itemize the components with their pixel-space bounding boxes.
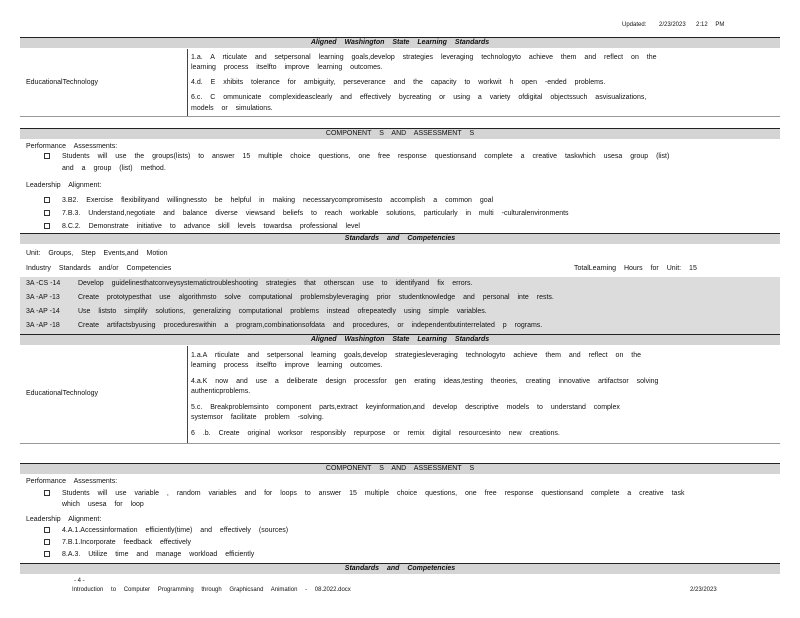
performance-item-cont: and a group (list) method. — [62, 165, 166, 172]
standard-line: learning process itselfto improve learning outcomes. — [191, 64, 383, 71]
section4-left-label: EducationalTechnology — [26, 390, 98, 397]
leadership-item: 4.A.1.Accessinformation efficiently(time) and effectively (sources) — [44, 527, 288, 534]
section1-bottom-rule — [20, 116, 780, 117]
performance-label: Performance Assessments: — [26, 143, 118, 150]
section1-left-label: EducationalTechnology — [26, 79, 98, 86]
updated-label: Updated: — [622, 22, 647, 28]
section2-header-bar: COMPONENT S AND ASSESSMENT S — [20, 129, 780, 139]
standard-line: authenticproblems. — [191, 388, 251, 395]
bullet-icon — [44, 551, 50, 557]
table-row — [26, 280, 472, 287]
standard-line: models or simulations. — [191, 105, 273, 112]
bullet-icon — [44, 210, 50, 216]
updated-time: 2:12 PM — [696, 22, 725, 28]
section1-header-bar: Aligned Washington State Learning Standards — [20, 38, 780, 48]
standard-text: Use liststo simplify solutions, generalizing computational problems instead ofrepeatedly using simple variables. — [77, 308, 487, 315]
table-row — [26, 308, 487, 315]
updated-date: 2/23/2023 — [659, 22, 686, 28]
standard-code: 3A -AP -14 — [26, 308, 60, 315]
bullet-icon — [44, 153, 50, 159]
bullet-icon — [44, 223, 50, 229]
unit-line: Unit: Groups, Step Events,and Motion — [26, 250, 168, 257]
section6-header-bar: Standards and Competencies — [20, 564, 780, 574]
standard-line: systemsor facilitate problem -solving. — [191, 414, 324, 421]
standard-line: 1.a.A rticulate and setpersonal learning goals,develop strategiesleveraging technologyto achieve them and reflect on the — [191, 352, 642, 359]
section5-header-bar: COMPONENT S AND ASSESSMENT S — [20, 464, 780, 474]
standard-line: 6 .b. Create original worksor responsibly repurpose or remix digital resourcesinto new creations. — [191, 430, 560, 437]
bullet-icon — [44, 197, 50, 203]
standard-text: Create prototypesthat use algorithmsto solve computational problemsbyleveraging prior studentknowledge and personal inte rests. — [77, 294, 554, 301]
leadership-item: 8.A.3. Utilize time and manage workload efficiently — [44, 551, 254, 558]
leadership-item: 7.B.3. Understand,negotiate and balance diverse viewsand beliefs to reach workable solutions, particularly in multi -culturalenvironments — [44, 210, 569, 217]
performance-item: Students will use the groups(lists) to answer 15 multiple choice questions, one free response questionsand complete a creative taskwhich usesa group (list) — [44, 153, 669, 160]
section4-bottom-rule — [20, 443, 780, 444]
standard-code: 3A -AP -13 — [26, 294, 60, 301]
bullet-icon — [44, 539, 50, 545]
total-hours-label: TotalLearning Hours for Unit: 15 — [574, 265, 697, 272]
standard-line: 4.d. E xhibits tolerance for ambiguity, perseverance and the capacity to workwit h open -ended problems. — [191, 79, 606, 86]
standard-line: 1.a. A rticulate and setpersonal learning goals,develop strategies leveraging technologyto achieve them and reflect on the — [191, 54, 657, 61]
table-row — [26, 322, 542, 329]
standard-line: 4.a.K now and use a deliberate design processfor gen erating ideas,testing theories, creating innovative artifactsor solving — [191, 378, 659, 385]
footer-date: 2/23/2023 — [690, 587, 717, 593]
standard-line: 6.c. C ommunicate complexideasclearly and effectively bycreating or using a variety ofdigital objectssuch asvisualizations, — [191, 94, 647, 101]
standard-line: learning process itselfto improve learning outcomes. — [191, 362, 383, 369]
standard-line: 5.c. Breakproblemsinto component parts,extract keyinformation,and develop descriptive models to understand complex — [191, 404, 620, 411]
bullet-icon — [44, 527, 50, 533]
leadership-label: Leadership Alignment: — [26, 182, 102, 189]
standard-code: 3A -AP -18 — [26, 322, 60, 329]
table-row — [26, 294, 554, 301]
section4-header-bar: Aligned Washington State Learning Standards — [20, 335, 780, 345]
leadership-item: 8.C.2. Demonstrate initiative to advance skill levels towardsa professional level — [44, 223, 360, 230]
industry-label: Industry Standards and/or Competencies — [26, 265, 172, 272]
footer-page-number: - 4 - — [74, 578, 85, 584]
performance-label: Performance Assessments: — [26, 478, 118, 485]
bullet-icon — [44, 490, 50, 496]
section3-header-bar: Standards and Competencies — [20, 234, 780, 244]
standard-text: Create artifactsbyusing procedureswithin a program,combinationsofdata and procedures, or independentbutinterrelated p rograms. — [77, 322, 543, 329]
footer-doc-name: Introduction to Computer Programming through Graphicsand Animation - 08.2022.docx — [72, 587, 351, 593]
standard-text: Develop guidelinesthatconveysystematictroubleshooting strategies that otherscan use to identifyand fix errors. — [77, 280, 473, 287]
leadership-label: Leadership Alignment: — [26, 516, 102, 523]
performance-item: Students will use variable , random variables and for loops to answer 15 multiple choice questions, one free response questionsand complete a creative task — [44, 490, 684, 497]
leadership-item: 7.B.1.Incorporate feedback effectively — [44, 539, 191, 546]
leadership-item: 3.B2. Exercise flexibilityand willingnessto be helpful in making necessarycompromisesto accomplish a common goal — [44, 197, 493, 204]
section4-divider — [187, 346, 188, 443]
standard-code: 3A -CS -14 — [26, 280, 61, 287]
section1-divider — [187, 49, 188, 116]
performance-item-cont: which usesa for loop — [62, 501, 144, 508]
